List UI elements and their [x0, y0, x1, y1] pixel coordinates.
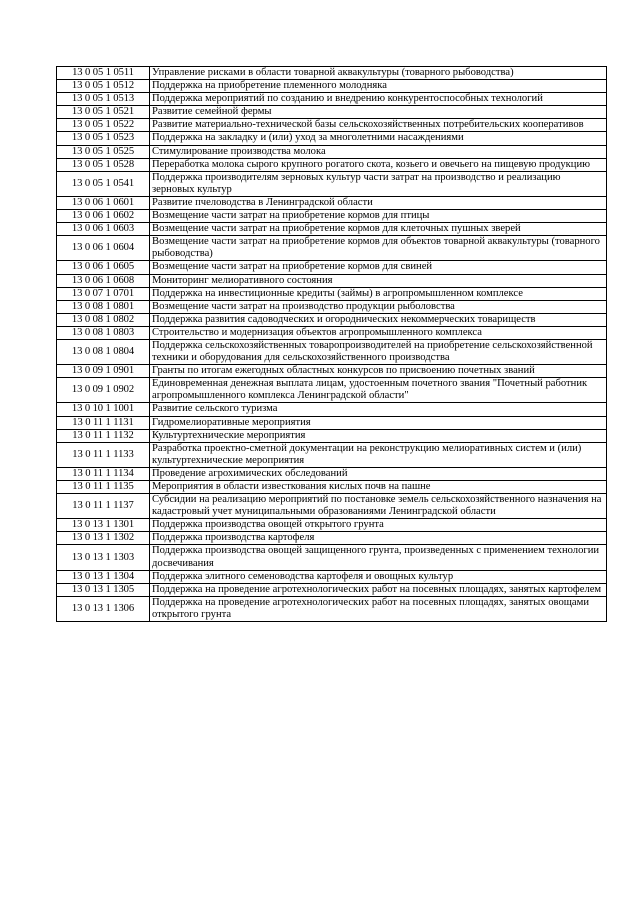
table-row: [57, 106, 607, 119]
table-row: [57, 494, 607, 519]
table-row: [57, 429, 607, 442]
row-code: 13 0 08 1 0802: [57, 313, 150, 326]
row-name: Стимулирование производства молока: [150, 145, 607, 158]
row-code: 13 0 13 1 1305: [57, 583, 150, 596]
table-row: [57, 210, 607, 223]
row-name: Поддержка на инвестиционные кредиты (займы) в агропромышленном комплексе: [150, 287, 607, 300]
table-row: [57, 583, 607, 596]
row-name: Возмещение части затрат на приобретение кормов для птицы: [150, 210, 607, 223]
row-name: Гидромелиоративные мероприятия: [150, 416, 607, 429]
row-name: Поддержка на проведение агротехнологических работ на посевных площадях, занятых картофелем: [150, 583, 607, 596]
row-code: 13 0 05 1 0528: [57, 158, 150, 171]
row-code: 13 0 06 1 0604: [57, 236, 150, 261]
row-name: Поддержка производства овощей открытого грунта: [150, 519, 607, 532]
table-row: [57, 223, 607, 236]
row-name: Гранты по итогам ежегодных областных конкурсов по присвоению почетных званий: [150, 365, 607, 378]
row-name: Поддержка мероприятий по созданию и внедрению конкурентоспособных технологий: [150, 93, 607, 106]
table-row: [57, 532, 607, 545]
row-name: Поддержка элитного семеноводства картофеля и овощных культур: [150, 570, 607, 583]
row-code: 13 0 13 1 1304: [57, 570, 150, 583]
row-name: Возмещение части затрат на приобретение кормов для клеточных пушных зверей: [150, 223, 607, 236]
table-row: [57, 158, 607, 171]
table-row: [57, 171, 607, 196]
row-code: 13 0 05 1 0513: [57, 93, 150, 106]
row-code: 13 0 05 1 0525: [57, 145, 150, 158]
row-name: Субсидии на реализацию мероприятий по постановке земель сельскохозяйственного назначения на кадастровый учет муниципальными образованиями Ленинградской области: [150, 494, 607, 519]
row-code: 13 0 05 1 0522: [57, 119, 150, 132]
row-code: 13 0 11 1 1132: [57, 429, 150, 442]
document-page: [56, 66, 607, 622]
table-row: [57, 261, 607, 274]
table-row: [57, 467, 607, 480]
row-code: 13 0 05 1 0512: [57, 80, 150, 93]
row-code: 13 0 08 1 0803: [57, 326, 150, 339]
table-row: [57, 145, 607, 158]
row-code: 13 0 13 1 1302: [57, 532, 150, 545]
table-row: [57, 326, 607, 339]
row-name: Разработка проектно-сметной документации на реконструкцию мелиоративных систем и (или) культуртехнические мероприятия: [150, 442, 607, 467]
table-row: [57, 80, 607, 93]
table-row: [57, 132, 607, 145]
row-name: Поддержка на приобретение племенного молодняка: [150, 80, 607, 93]
row-name: Проведение агрохимических обследований: [150, 467, 607, 480]
row-code: 13 0 06 1 0608: [57, 274, 150, 287]
row-code: 13 0 07 1 0701: [57, 287, 150, 300]
table-row: [57, 519, 607, 532]
table-row: [57, 300, 607, 313]
row-name: Культуртехнические мероприятия: [150, 429, 607, 442]
table-row: [57, 365, 607, 378]
row-code: 13 0 09 1 0901: [57, 365, 150, 378]
row-name: Поддержка сельскохозяйственных товаропроизводителей на приобретение сельскохозяйственной техники и оборудования для сельскохозяйственного производства: [150, 339, 607, 364]
table-row: [57, 67, 607, 80]
row-code: 13 0 08 1 0801: [57, 300, 150, 313]
row-name: Поддержка на закладку и (или) уход за многолетними насаждениями: [150, 132, 607, 145]
row-name: Поддержка производителям зерновых культур части затрат на производство и реализацию зерновых культур: [150, 171, 607, 196]
table-row: [57, 442, 607, 467]
row-name: Строительство и модернизация объектов агропромышленного комплекса: [150, 326, 607, 339]
table-row: [57, 274, 607, 287]
row-name: Возмещение части затрат на приобретение кормов для объектов товарной аквакультуры (товарного рыбоводства): [150, 236, 607, 261]
row-code: 13 0 11 1 1131: [57, 416, 150, 429]
row-code: 13 0 06 1 0601: [57, 196, 150, 209]
row-code: 13 0 06 1 0602: [57, 210, 150, 223]
table-row: [57, 416, 607, 429]
row-name: Единовременная денежная выплата лицам, удостоенным почетного звания "Почетный работник агропромышленного комплекса Ленинградской области": [150, 378, 607, 403]
row-code: 13 0 11 1 1137: [57, 494, 150, 519]
row-name: Поддержка развития садоводческих и огороднических некоммерческих товариществ: [150, 313, 607, 326]
table-row: [57, 481, 607, 494]
table-body: [57, 67, 607, 622]
table-row: [57, 545, 607, 570]
row-name: Переработка молока сырого крупного рогатого скота, козьего и овечьего на пищевую продукцию: [150, 158, 607, 171]
row-code: 13 0 13 1 1301: [57, 519, 150, 532]
row-name: Мероприятия в области известкования кислых почв на пашне: [150, 481, 607, 494]
table-row: [57, 313, 607, 326]
row-code: 13 0 08 1 0804: [57, 339, 150, 364]
row-name: Развитие семейной фермы: [150, 106, 607, 119]
row-code: 13 0 10 1 1001: [57, 403, 150, 416]
row-code: 13 0 11 1 1135: [57, 481, 150, 494]
table-row: [57, 287, 607, 300]
row-name: Возмещение части затрат на производство продукции рыболовства: [150, 300, 607, 313]
row-name: Развитие материально-технической базы сельскохозяйственных потребительских кооперативов: [150, 119, 607, 132]
table-row: [57, 596, 607, 621]
row-name: Развитие пчеловодства в Ленинградской области: [150, 196, 607, 209]
row-name: Поддержка производства картофеля: [150, 532, 607, 545]
budget-code-table: [56, 66, 607, 622]
row-code: 13 0 09 1 0902: [57, 378, 150, 403]
row-code: 13 0 11 1 1133: [57, 442, 150, 467]
row-code: 13 0 05 1 0541: [57, 171, 150, 196]
row-code: 13 0 05 1 0523: [57, 132, 150, 145]
table-row: [57, 378, 607, 403]
row-code: 13 0 06 1 0603: [57, 223, 150, 236]
row-code: 13 0 11 1 1134: [57, 467, 150, 480]
table-row: [57, 570, 607, 583]
table-row: [57, 119, 607, 132]
row-code: 13 0 13 1 1306: [57, 596, 150, 621]
table-row: [57, 196, 607, 209]
row-name: Возмещение части затрат на приобретение кормов для свиней: [150, 261, 607, 274]
row-name: Развитие сельского туризма: [150, 403, 607, 416]
table-row: [57, 236, 607, 261]
row-name: Поддержка на проведение агротехнологических работ на посевных площадях, занятых овощами открытого грунта: [150, 596, 607, 621]
table-row: [57, 403, 607, 416]
row-name: Мониторинг мелиоративного состояния: [150, 274, 607, 287]
row-code: 13 0 13 1 1303: [57, 545, 150, 570]
table-row: [57, 339, 607, 364]
row-name: Поддержка производства овощей защищенного грунта, произведенных с применением технологии досвечивания: [150, 545, 607, 570]
row-code: 13 0 05 1 0521: [57, 106, 150, 119]
row-code: 13 0 05 1 0511: [57, 67, 150, 80]
row-code: 13 0 06 1 0605: [57, 261, 150, 274]
row-name: Управление рисками в области товарной аквакультуры (товарного рыбоводства): [150, 67, 607, 80]
table-row: [57, 93, 607, 106]
